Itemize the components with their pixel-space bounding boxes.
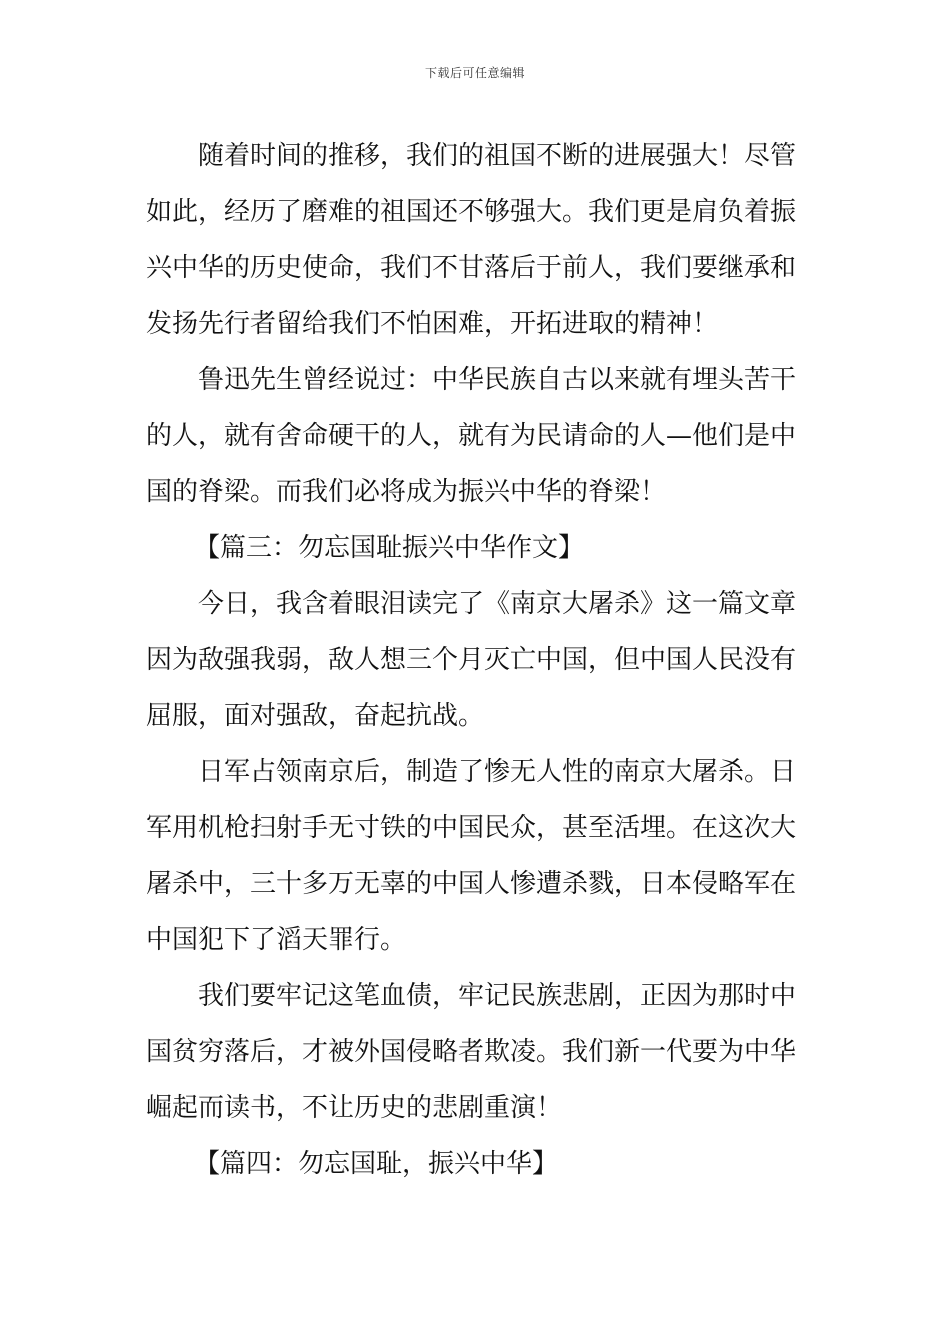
paragraph-line: 今日，我含着眼泪读完了《南京大屠杀》这一篇文章 (198, 589, 797, 619)
paragraph-line: 屈服，面对强敌，奋起抗战。 (146, 701, 485, 731)
paragraph-line: 国的脊梁。而我们必将成为振兴中华的脊梁！ (146, 477, 667, 507)
paragraph-line: 日军占领南京后，制造了惨无人性的南京大屠杀。日 (198, 757, 797, 787)
paragraph-line: 崛起而读书，不让历史的悲剧重演！ (146, 1093, 563, 1123)
paragraph-line: 随着时间的推移，我们的祖国不断的进展强大！尽管 (198, 141, 797, 171)
paragraph-line: 因为敌强我弱，敌人想三个月灭亡中国，但中国人民没有 (146, 645, 797, 675)
page-header: 下载后可任意编辑 (424, 66, 525, 80)
paragraph-line: 如此，经历了磨难的祖国还不够强大。我们更是肩负着振 (146, 197, 797, 227)
paragraph-line: 兴中华的历史使命，我们不甘落后于前人，我们要继承和 (146, 253, 797, 283)
paragraph-line: 屠杀中，三十多万无辜的中国人惨遭杀戮，日本侵略军在 (146, 869, 797, 899)
section-heading: 【篇四：勿忘国耻，振兴中华】 (194, 1149, 559, 1179)
paragraph-line: 发扬先行者留给我们不怕困难，开拓进取的精神！ (146, 309, 719, 339)
paragraph-line: 鲁迅先生曾经说过：中华民族自古以来就有埋头苦干 (198, 365, 797, 395)
paragraph-line: 军用机枪扫射手无寸铁的中国民众，甚至活埋。在这次大 (146, 813, 797, 843)
paragraph-line: 我们要牢记这笔血债，牢记民族悲剧，正因为那时中 (198, 981, 797, 1011)
section-heading: 【篇三：勿忘国耻振兴中华作文】 (194, 533, 585, 563)
paragraph-line: 国贫穷落后，才被外国侵略者欺凌。我们新一代要为中华 (146, 1037, 797, 1067)
paragraph-line: 中国犯下了滔天罪行。 (146, 925, 407, 955)
paragraph-line: 的人，就有舍命硬干的人，就有为民请命的人—他们是中 (146, 421, 797, 451)
document-body (146, 128, 806, 1192)
